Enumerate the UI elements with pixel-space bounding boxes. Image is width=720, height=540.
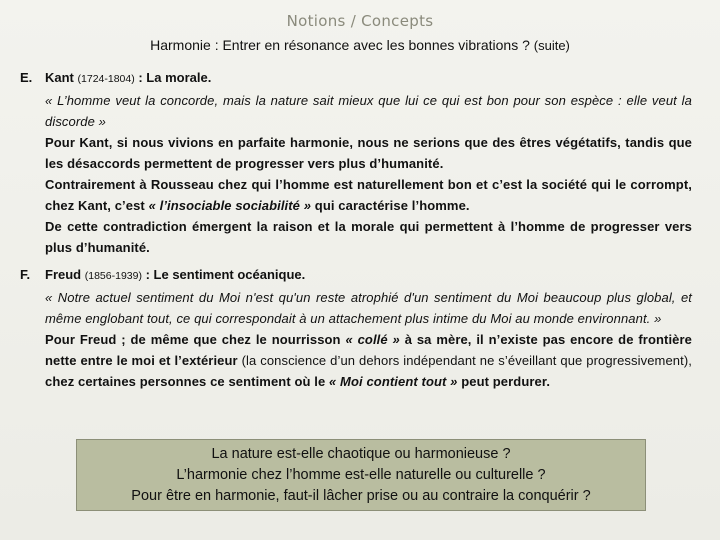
freud-p-text-g: peut perdurer. [461, 374, 551, 389]
question-2: L’harmonie chez l’homme est-elle naturelle ou culturelle ? [176, 466, 546, 483]
kant-quote: « L’homme veut la concorde, mais la nature sait mieux que lui ce qui est bon pour son espèce : elle veut la discorde » [45, 93, 692, 129]
kant-paragraph-1: Pour Kant, si nous vivions en parfaite harmonie, nous ne serions que des êtres végétatifs, tandis que les désaccords permettent de progresser vers plus d’humanité. [45, 135, 692, 171]
freud-p-emphasis-2: « Moi contient tout » [329, 374, 458, 389]
freud-p-text-c: à sa mère, il n’existe pas encore de frontière nette entre le moi et l’extérieur [45, 332, 693, 368]
author-years: (1856-1939) [84, 270, 142, 282]
section-letter: E. [20, 70, 33, 85]
questions-box [76, 439, 646, 511]
question-1: La nature est-elle chaotique ou harmonieuse ? [211, 445, 511, 462]
section-letter: F. [20, 267, 31, 282]
author-name: Freud [45, 267, 82, 282]
section-topic: : Le sentiment océanique. [145, 267, 306, 282]
kant-p2-emphasis: « l’insociable sociabilité » [148, 198, 312, 213]
page-title: Notions / Concepts [286, 12, 434, 30]
freud-paragraph [45, 329, 692, 392]
section-heading [20, 264, 692, 287]
section-freud [20, 264, 692, 392]
section-kant [20, 67, 692, 258]
section-heading [20, 67, 692, 90]
kant-p2-end: qui caractérise l’homme. [314, 198, 470, 213]
subtitle-suite: (suite) [533, 38, 570, 53]
freud-p-emphasis-1: « collé » [345, 332, 400, 347]
section-topic: : La morale. [138, 70, 212, 85]
page-subtitle [0, 37, 720, 53]
kant-paragraph-3: De cette contradiction émergent la raison et la morale qui permettent à l’homme de progresser vers plus d’humanité. [45, 219, 692, 255]
kant-p2-text: Contrairement à Rousseau chez qui l’homme est naturellement bon et c’est la société qui le corrompt, chez Kant, c’est [45, 177, 692, 213]
freud-p-text-a: Pour Freud ; de même que chez le nourrisson [45, 332, 341, 347]
author-name: Kant [45, 70, 74, 85]
freud-p-aside: (la conscience d’un dehors indépendant ne s’éveillant que progressivement), [241, 353, 692, 368]
freud-quote: « Notre actuel sentiment du Moi n'est qu'un reste atrophié d'un sentiment du Moi beaucoup plus global, et même englobant tout, ce qui correspondait à un attachement plus intime du Moi au monde environnant. » [45, 290, 692, 326]
author-years: (1724-1804) [77, 73, 135, 85]
kant-paragraph-2 [45, 174, 692, 216]
freud-p-text-e: chez certaines personnes ce sentiment où le [45, 374, 326, 389]
question-3: Pour être en harmonie, faut-il lâcher prise ou au contraire la conquérir ? [131, 487, 591, 504]
subtitle-text: Harmonie : Entrer en résonance avec les bonnes vibrations ? [150, 37, 530, 53]
